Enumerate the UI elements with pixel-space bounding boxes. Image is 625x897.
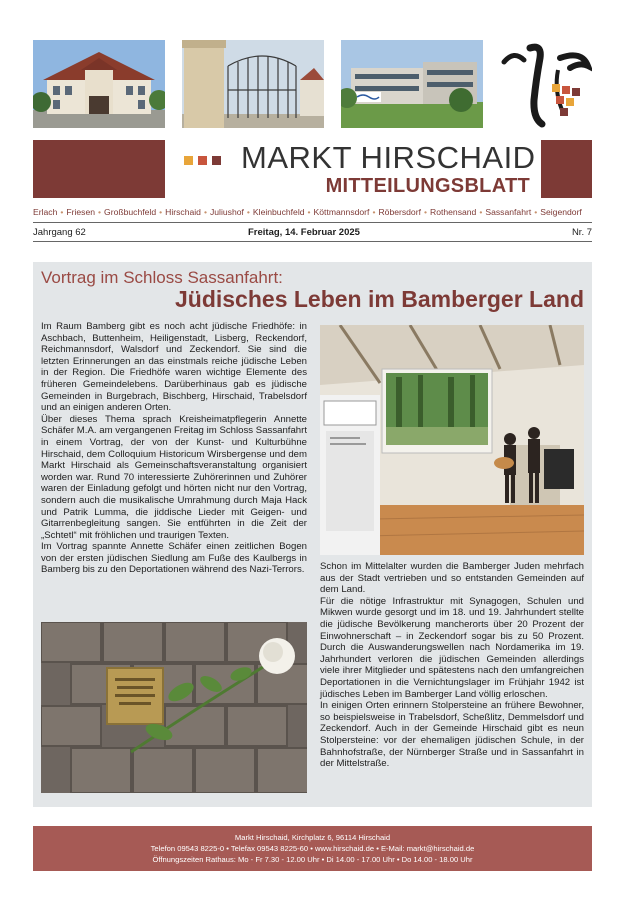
article-paragraph: Für die nötige Infrastruktur mit Synagogen, Schulen und Mikwen wurde gesorgt und im 18. und 19. Jahrhundert stellte die jüdische Bevölkerung mancherorts über 20 Prozent der Einwohnerschaft – in Zeckendorf sogar bis zu 50 Prozent. Durch die Auswanderungswellen nach Nordamerika im 19. Jahrhundert verloren die jüdischen Gemeinden allerdings viele ihrer Mitglieder und spätestens nach den umfangreichen Deportationen in die Vernichtungslager im Frühjahr 1942 ist jüdisches Leben im Bamberger Land völlig erloschen. bbox=[320, 595, 584, 700]
village-separator: • bbox=[246, 207, 250, 217]
article-column-right bbox=[320, 561, 584, 770]
village-separator: • bbox=[60, 207, 64, 217]
newsletter-title: MARKT HIRSCHAID bbox=[241, 140, 536, 175]
village-separator: • bbox=[159, 207, 163, 217]
village-list bbox=[33, 207, 592, 217]
accent-squares bbox=[184, 152, 226, 170]
footer-address: Markt Hirschaid, Kirchplatz 6, 96114 Hirschaid bbox=[234, 833, 391, 842]
village-separator: • bbox=[423, 207, 427, 217]
article-paragraph: Im Raum Bamberg gibt es noch acht jüdische Friedhöfe: in Aschbach, Buttenheim, Heiligenstadt, Lisberg, Reckendorf, Reichmannsdorf, Walsdorf und Zeckendorf. Sie sind die letzten Erinnerungen an das einstmals reiche jüdische Leben in der Region. Die Friedhöfe waren wichtige Elemente des früheren Gemeindelebens. Darüberhinaus gab es jüdische Gemeinden in Burgebrach, Bischberg, Hirschaid, Trabelsdorf und an einigen anderen Orten. bbox=[41, 321, 307, 414]
header-photo-row bbox=[33, 40, 592, 128]
accent-square-1 bbox=[184, 156, 193, 165]
gate-photo bbox=[182, 40, 324, 128]
masthead-bar-left bbox=[33, 140, 165, 198]
footer-contact bbox=[33, 826, 592, 871]
issue-date: Freitag, 14. Februar 2025 bbox=[248, 227, 360, 238]
village-name: Rothensand bbox=[429, 207, 477, 217]
village-name: Sassanfahrt bbox=[485, 207, 532, 217]
village-separator: • bbox=[98, 207, 102, 217]
village-name: Seigendorf bbox=[540, 207, 582, 217]
article-headline: Jüdisches Leben im Bamberger Land bbox=[174, 286, 584, 312]
village-separator: • bbox=[307, 207, 311, 217]
village-separator: • bbox=[372, 207, 376, 217]
town-hall-photo bbox=[33, 40, 165, 128]
accent-square-2 bbox=[198, 156, 207, 165]
village-name: Friesen bbox=[66, 207, 96, 217]
lecture-hall-photo bbox=[320, 325, 584, 555]
village-name: Juliushof bbox=[209, 207, 244, 217]
village-name: Erlach bbox=[33, 207, 58, 217]
issue-info-line bbox=[33, 222, 592, 242]
footer-opening-hours: Öffnungszeiten Rathaus: Mo - Fr 7.30 - 12.00 Uhr • Di 14.00 - 17.00 Uhr • Do 14.00 - 18.00 Uhr bbox=[152, 855, 473, 864]
village-name: Köttmannsdorf bbox=[313, 207, 370, 217]
village-name: Kleinbuchfeld bbox=[252, 207, 305, 217]
article-column-left bbox=[41, 321, 307, 576]
footer-contact-line: Telefon 09543 8225-0 • Telefax 09543 8225-60 • www.hirschaid.de • E-Mail: markt@hirschaid.de bbox=[150, 844, 475, 853]
village-name: Hirschaid bbox=[165, 207, 201, 217]
article-paragraph: Schon im Mittelalter wurden die Bamberger Juden mehrfach aus der Stadt vertrieben und so entstanden Gemeinden auf dem Land. bbox=[320, 561, 584, 596]
article-paragraph: Im Vortrag spannte Annette Schäfer einen zeitlichen Bogen von der ersten jüdischen Siedlung am Fuße des Kaulbergs in Bamberg bis zu den Deportationen während des Nazi-Terrors. bbox=[41, 541, 307, 576]
market-logo bbox=[500, 40, 592, 128]
article-paragraph: Über dieses Thema sprach Kreisheimatpflegerin Annette Schäfer M.A. am vergangenen Freitag im Schloss Sassanfahrt in einem Vortrag, der von der Kunst- und Kulturbühne Hirschaid, dem Colloquium Historicum Wirsbergense und dem Markt Hirschaid als Gemeinschaftsveranstaltung organisiert worden war. Rund 70 interessierte Zuhörerinnen und Zuhörer waren der Einladung gefolgt und hörten nicht nur den Vortrag, sondern auch die musikalische Umrahmung durch Maja Hack und Patrik Lumma, die jiddische Lieder mit Geigen- und Gitarrenbegleitung sangen. Sie entführten in die Zeit der „Schtetl“ mit fröhlichen und traurigen Texten. bbox=[41, 413, 307, 541]
masthead bbox=[33, 140, 592, 198]
village-separator: • bbox=[534, 207, 538, 217]
school-building-photo bbox=[341, 40, 483, 128]
accent-square-3 bbox=[212, 156, 221, 165]
stolperstein-photo bbox=[41, 622, 307, 793]
article-box bbox=[33, 262, 592, 807]
article-kicker: Vortrag im Schloss Sassanfahrt: bbox=[41, 268, 283, 287]
newsletter-subtitle: MITTEILUNGSBLATT bbox=[325, 175, 530, 197]
village-separator: • bbox=[203, 207, 207, 217]
village-name: Röbersdorf bbox=[378, 207, 421, 217]
issue-number: Nr. 7 bbox=[571, 227, 592, 238]
village-separator: • bbox=[479, 207, 483, 217]
article-paragraph: In einigen Orten erinnern Stolpersteine an frühere Bewohner, so beispielsweise in Trabelsdorf, Scheßlitz, Demmelsdorf und Zeckendorf. Auch in der Gemeinde Hirschaid gibt es neun Stolpersteine: vor der ehemaligen jüdischen Schule, in der Bahnhofstraße, der Nürnberger Straße und in Sassanfahrt in der Mittelstraße. bbox=[320, 700, 584, 770]
village-name: Großbuchfeld bbox=[104, 207, 157, 217]
issue-volume: Jahrgang 62 bbox=[33, 227, 86, 238]
masthead-bar-right bbox=[541, 140, 592, 198]
